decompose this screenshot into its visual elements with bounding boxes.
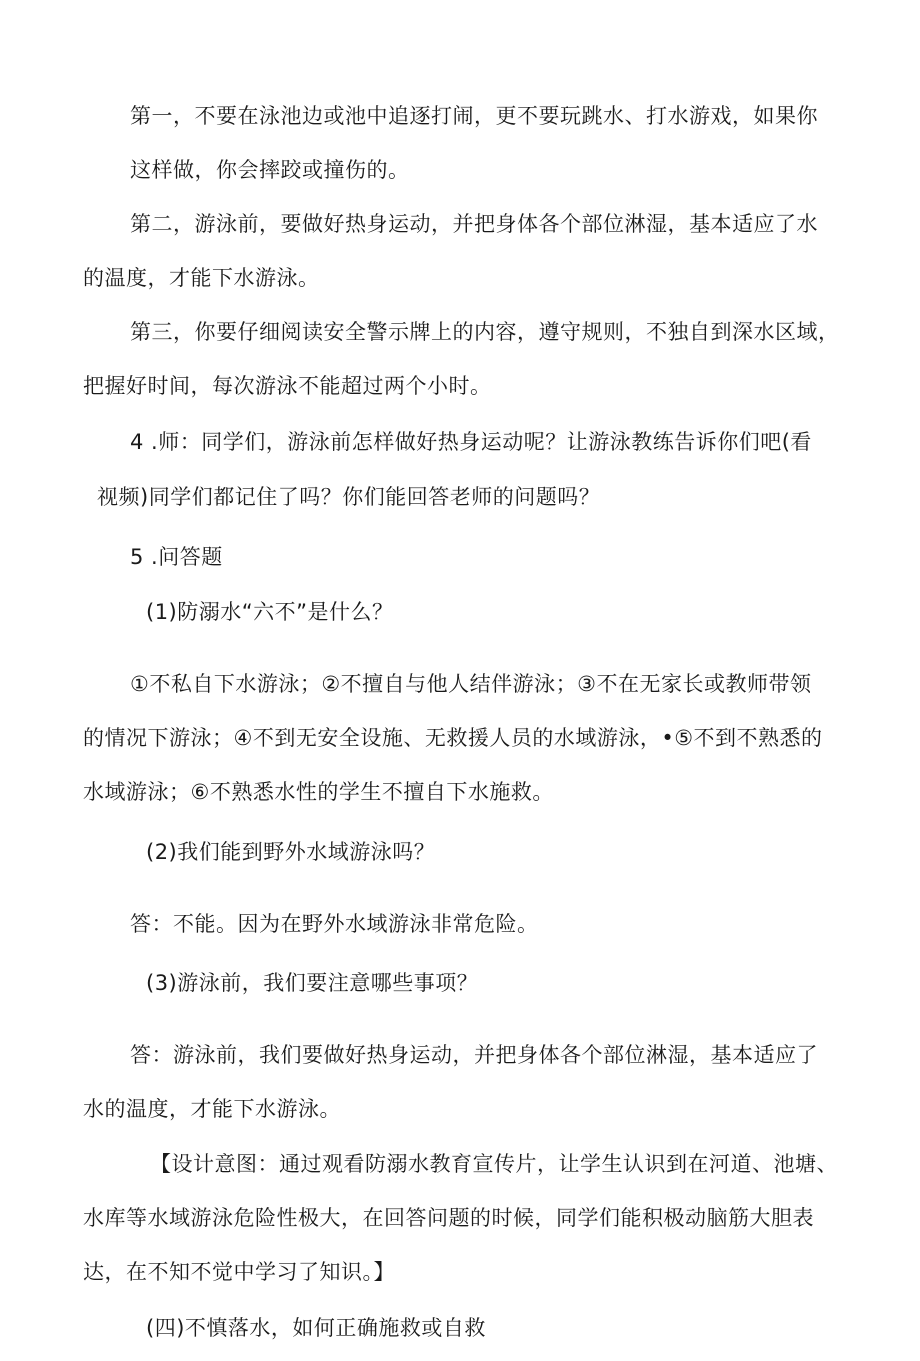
paragraph-line: 第二，游泳前，要做好热身运动，并把身体各个部位淋湿，基本适应了水	[130, 212, 818, 236]
paragraph-line: 把握好时间，每次游泳不能超过两个小时。	[83, 374, 492, 398]
paragraph-line: 4 .师：同学们，游泳前怎样做好热身运动呢？让游泳教练告诉你们吧(看	[130, 430, 812, 454]
paragraph-line: 达，在不知不觉中学习了知识。】	[83, 1260, 395, 1284]
paragraph-line: 视频)同学们都记住了吗？你们能回答老师的问题吗？	[97, 485, 601, 509]
paragraph-line: 第一，不要在泳池边或池中追逐打闹，更不要玩跳水、打水游戏，如果你	[130, 104, 818, 128]
paragraph-line: ①不私自下水游泳；②不擅自与他人结伴游泳；③不在无家长或教师带领	[130, 672, 812, 696]
paragraph-line: 答：不能。因为在野外水域游泳非常危险。	[130, 912, 539, 936]
paragraph-line: (2)我们能到野外水域游泳吗？	[146, 840, 436, 864]
paragraph-line: (3)游泳前，我们要注意哪些事项？	[146, 971, 479, 995]
paragraph-line: 这样做，你会摔跤或撞伤的。	[130, 158, 410, 182]
paragraph-line: 答：游泳前，我们要做好热身运动，并把身体各个部位淋湿，基本适应了	[130, 1043, 818, 1067]
section-heading: (四)不慎落水，如何正确施救或自救	[146, 1316, 486, 1340]
paragraph-line: (1)防溺水“六不”是什么？	[146, 600, 394, 624]
paragraph-line: 第三，你要仔细阅读安全警示牌上的内容，遵守规则，不独自到深水区域，	[130, 320, 840, 344]
paragraph-line: 的温度，才能下水游泳。	[83, 266, 320, 290]
paragraph-line: 水库等水域游泳危险性极大，在回答问题的时候，同学们能积极动脑筋大胆表	[83, 1206, 814, 1230]
paragraph-line: 水的温度，才能下水游泳。	[83, 1097, 341, 1121]
paragraph-line: 水域游泳；⑥不熟悉水性的学生不擅自下水施救。	[83, 780, 554, 804]
paragraph-line: 【设计意图：通过观看防溺水教育宣传片，让学生认识到在河道、池塘、	[150, 1152, 838, 1176]
paragraph-line: 的情况下游泳；④不到无安全设施、无救援人员的水域游泳，•⑤不到不熟悉的	[83, 726, 823, 750]
paragraph-line: 5 .问答题	[130, 545, 223, 569]
